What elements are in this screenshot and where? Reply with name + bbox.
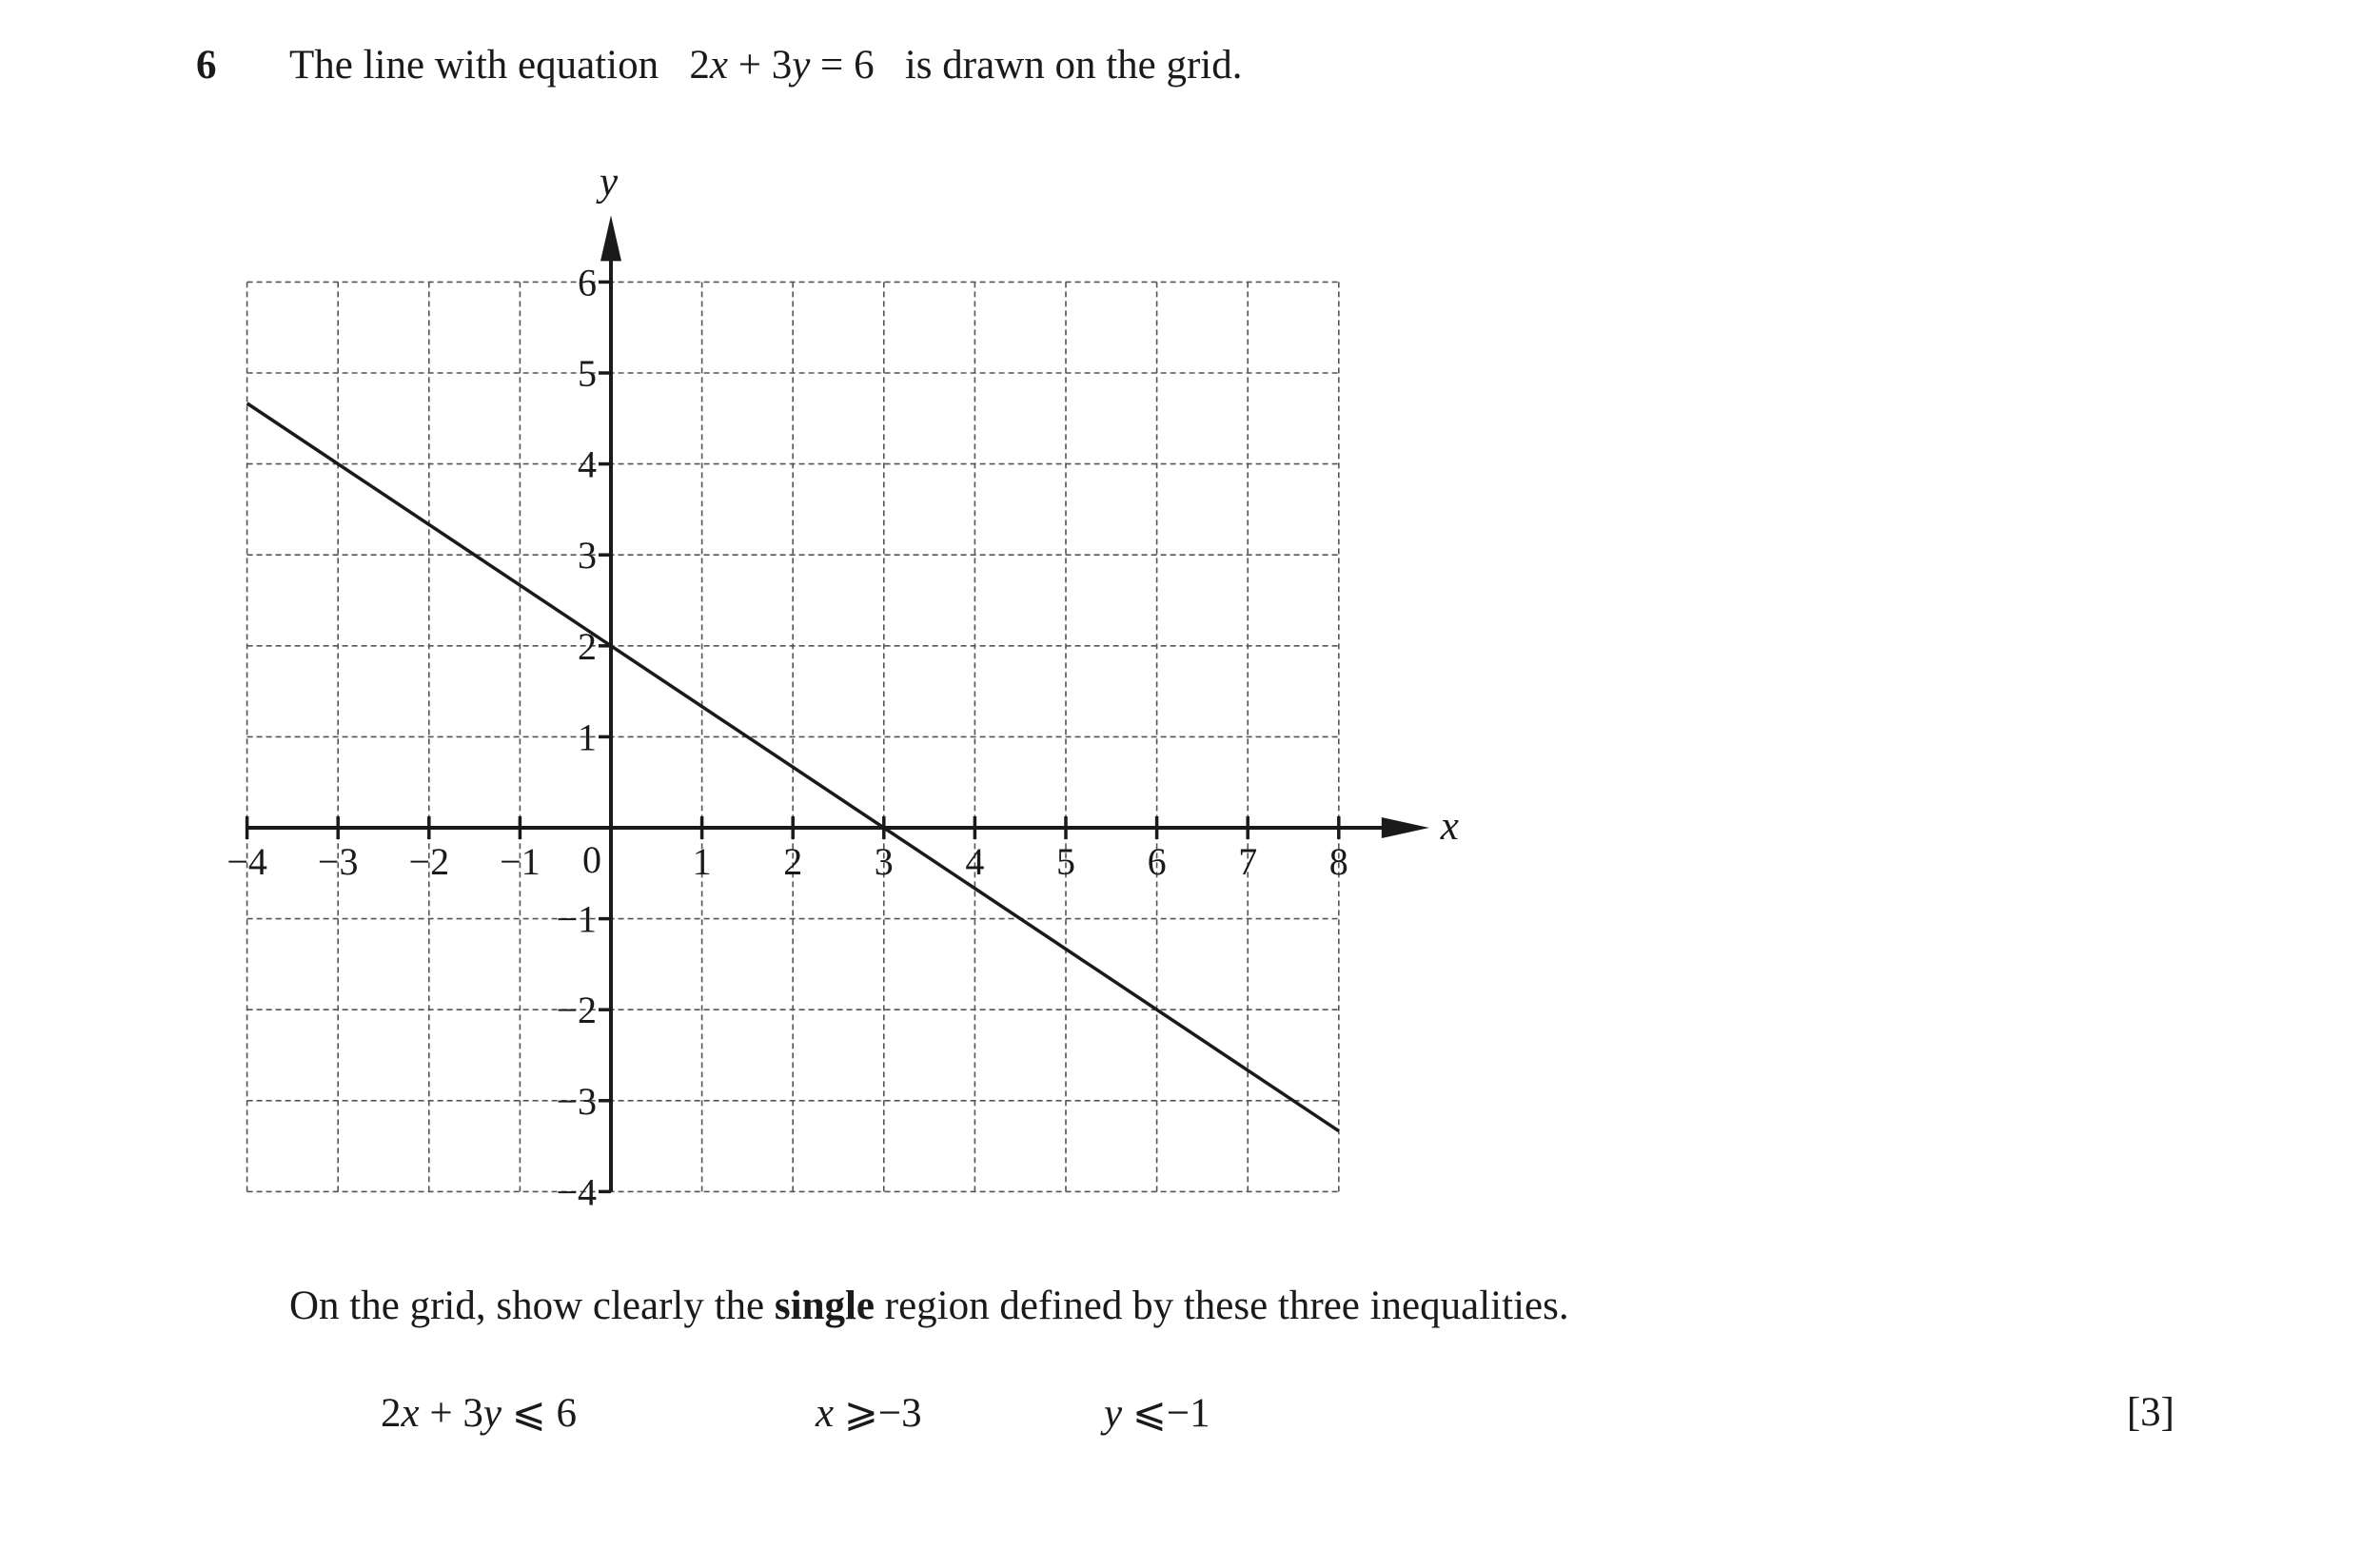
ineq1-coef1: 2 — [381, 1391, 402, 1436]
question-number: 6 — [196, 43, 217, 88]
y-tick-label: 5 — [578, 352, 597, 395]
marks-label: [3] — [2126, 1390, 2174, 1435]
x-tick-label: 1 — [692, 840, 712, 883]
eq-plus: + — [727, 43, 772, 88]
y-axis-label: y — [600, 159, 619, 205]
eq-coef-a: 2 — [689, 43, 710, 88]
x-tick-label: 2 — [783, 840, 803, 883]
x-tick-label: 3 — [874, 840, 894, 883]
x-tick-label: −4 — [226, 840, 267, 883]
ineq2-var: x — [816, 1391, 835, 1436]
x-axis-arrow — [1382, 817, 1429, 838]
y-tick-label: −1 — [556, 897, 597, 941]
x-tick-label: 6 — [1147, 840, 1167, 883]
y-tick-label: −2 — [556, 989, 597, 1032]
y-tick-label: −4 — [556, 1170, 597, 1214]
ineq1-plus: + — [419, 1391, 463, 1436]
y-tick-label: 2 — [578, 624, 597, 668]
instruction-after: region defined by these three inequalities. — [875, 1284, 1569, 1328]
inequality-3 — [1104, 1389, 1210, 1437]
ineq3-rel: ⩽ — [1122, 1391, 1167, 1436]
inequality-1 — [381, 1389, 577, 1437]
instruction-text — [289, 1283, 1569, 1329]
question-prefix: The line with equation — [289, 43, 659, 88]
ineq1-var2: y — [482, 1391, 502, 1436]
axes — [247, 215, 1429, 1191]
y-tick-label: 6 — [578, 261, 597, 304]
y-tick-label: 4 — [578, 442, 597, 486]
x-tick-label: −2 — [408, 840, 450, 883]
ineq1-rel: ⩽ — [501, 1391, 557, 1436]
y-tick-label: −3 — [556, 1079, 597, 1123]
ineq3-rhs: −1 — [1166, 1391, 1210, 1436]
eq-constant: 6 — [854, 43, 875, 88]
ineq2-rel: ⩾ — [834, 1391, 878, 1436]
instruction-before: On the grid, show clearly the — [289, 1284, 775, 1328]
inequality-2 — [816, 1389, 922, 1437]
x-axis-label: x — [1440, 804, 1459, 849]
ineq2-rhs: −3 — [877, 1391, 922, 1436]
x-tick-label: −1 — [500, 840, 541, 883]
x-tick-label: 4 — [965, 840, 985, 883]
y-tick-label: 1 — [578, 715, 597, 759]
ineq3-var: y — [1104, 1391, 1123, 1436]
ineq1-rhs: 6 — [556, 1391, 577, 1436]
ineq1-coef2: 3 — [462, 1391, 483, 1436]
grid-lines — [247, 282, 1339, 1191]
ineq1-var1: x — [401, 1391, 420, 1436]
x-tick-label: 5 — [1056, 840, 1075, 883]
origin-label: 0 — [582, 838, 601, 881]
x-tick-label: 8 — [1328, 840, 1348, 883]
x-tick-label: −3 — [317, 840, 359, 883]
eq-coef-b: 3 — [771, 43, 793, 88]
y-tick-label: 3 — [578, 534, 597, 578]
eq-var-x: x — [709, 43, 728, 88]
y-axis-arrow — [600, 215, 621, 261]
eq-var-y: y — [792, 43, 811, 88]
eq-equals: = — [810, 43, 855, 88]
x-tick-label: 7 — [1238, 840, 1258, 883]
instruction-bold: single — [774, 1284, 876, 1328]
question-suffix: is drawn on the grid. — [904, 43, 1243, 88]
